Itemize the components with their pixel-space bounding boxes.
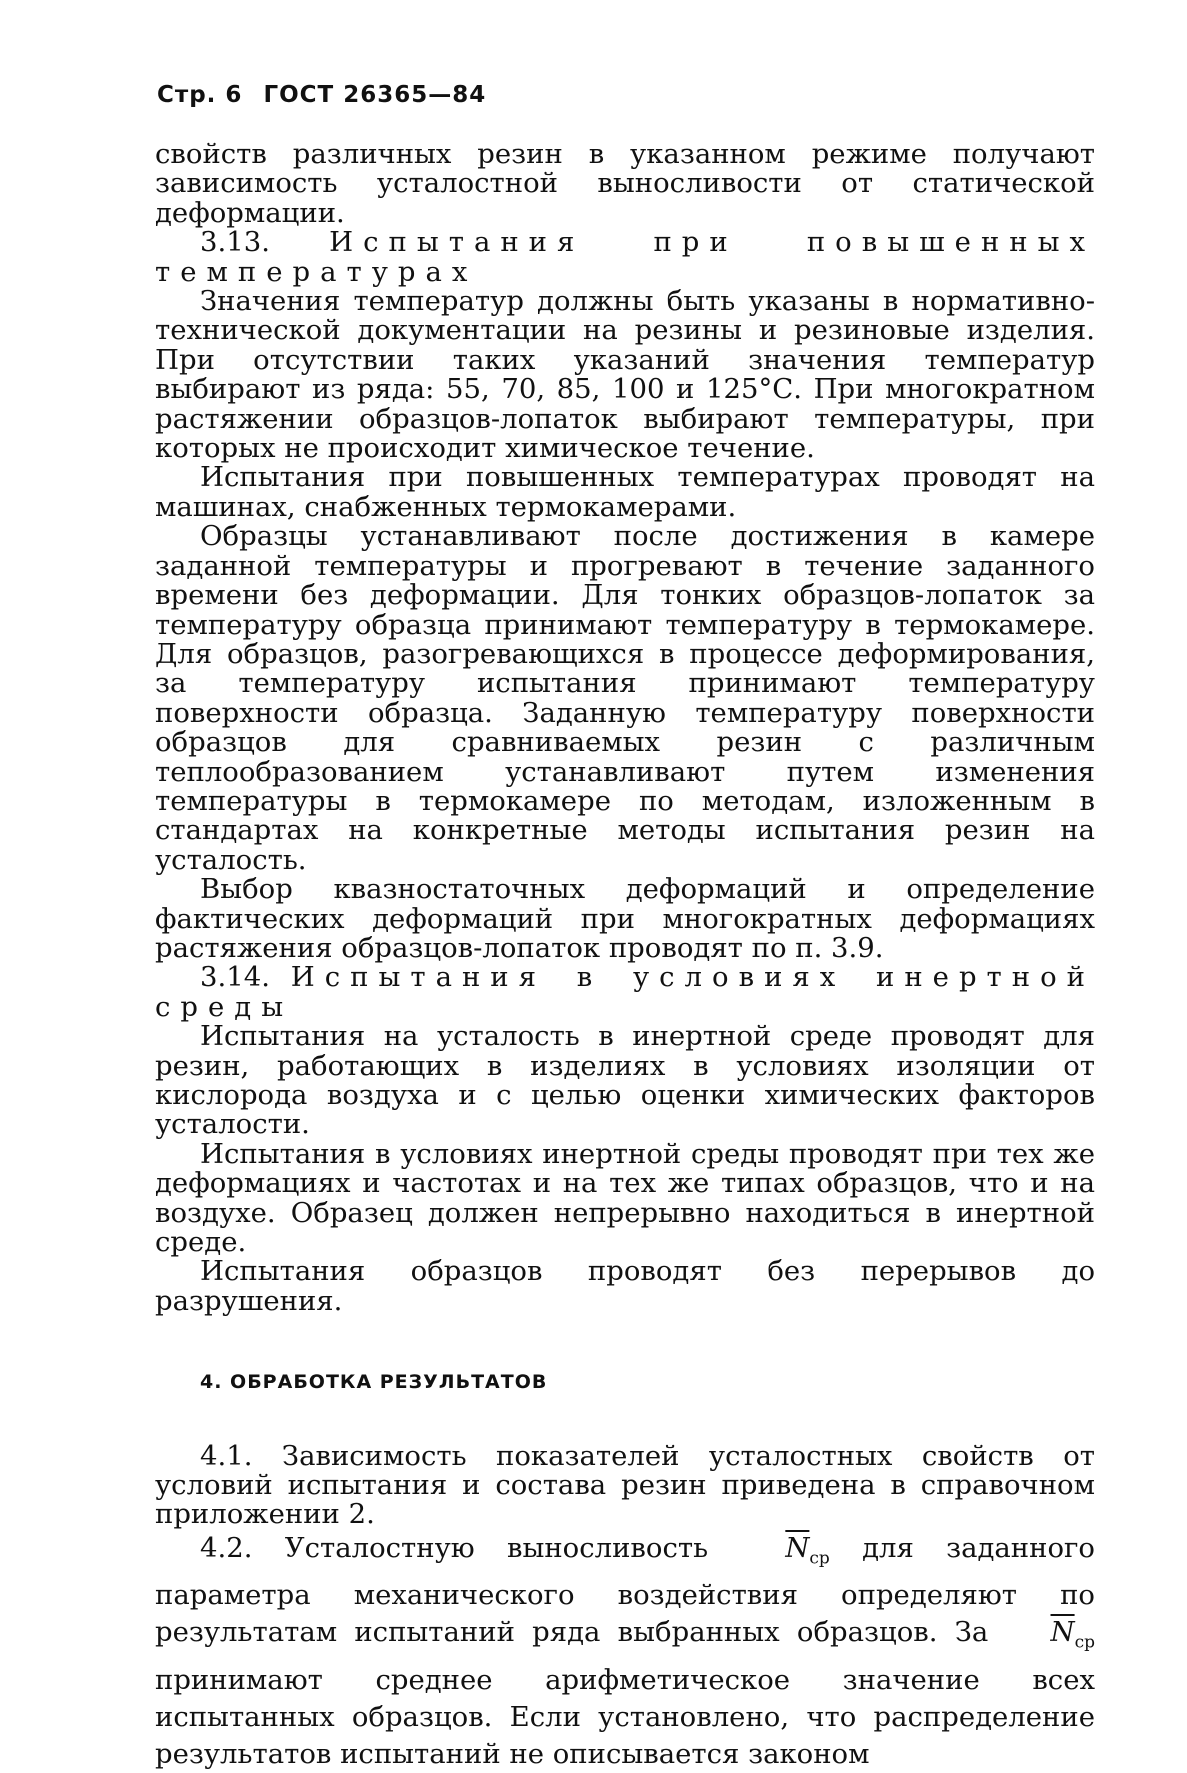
paragraph: Испытания при повышенных температурах проводят на машинах, снабженных термокамерами. xyxy=(155,461,1095,523)
paragraph: Значения температур должны быть указаны в нормативно-технической документации на резины и резиновые изделия. При отсутствии таких указаний значения температур выбирают из ряда: 55, 70, 85, 100 и 125°С. При многократном растяжении образцов-лопаток выбирают температуры, при которых не происходит химическое течение. xyxy=(155,285,1095,465)
clause-3-14-heading xyxy=(155,963,1095,1022)
paragraph: Испытания в условиях инертной среды проводят при тех же деформациях и частотах и на тех же типах образцов, что и на воздухе. Образец должен непрерывно находиться в инертной среде. xyxy=(155,1137,1095,1259)
clause-title: Испытания при повышенных температурах xyxy=(155,226,1096,288)
paragraph: Испытания на усталость в инертной среде проводят для резин, работающих в изделиях в условиях изоляции от кислорода воздуха и с целью оценки химических факторов усталости. xyxy=(155,1020,1095,1141)
page-number: Стр. 6 xyxy=(157,82,243,108)
n-cp-symbol: $\overline{N}_{ср}$ xyxy=(1050,1616,1095,1653)
clause-number: 3.14. xyxy=(200,961,270,994)
paragraph: Образцы устанавливают после достижения в камере заданной температуры и прогревают в течение заданного времени без деформации. Для тонких образцов-лопаток за температуру образца принимают температуру в термокамере. Для образцов, разогревающихся в процессе деформирования, за температуру испытания принимают температуру поверхности образца. Заданную температуру поверхности образцов для сравниваемых резин с различным теплообразованием устанавливают путем изменения температуры в термокамере по методам, изложенным в стандартах на конкретные методы испытания резин на усталость. xyxy=(155,520,1095,876)
clause-title: Испытания в условиях инертной среды xyxy=(155,961,1095,1023)
page-header xyxy=(157,82,498,108)
clause-number: 3.13. xyxy=(200,226,270,259)
paragraph: 4.2. Усталостную выносливость $\overline{N}_{ср}$ для заданного параметра механического воздействия определяют по результатам испытаний ряда выбранных образцов. За $\overline{N}_{ср}$ принимают среднее арифметическое значение всех испытанных образцов. Если установлено, что распределение результатов испытаний не описывается законом xyxy=(155,1531,1095,1770)
document-body xyxy=(155,140,1095,1773)
clause-3-13-heading xyxy=(155,228,1095,287)
paragraph: Испытания образцов проводят без перерывов до разрушения. xyxy=(155,1255,1095,1317)
paragraph-continuation: свойств различных резин в указанном режиме получают зависимость усталостной выносливости от статической деформации. xyxy=(155,138,1095,229)
paragraph: 4.1. Зависимость показателей усталостных свойств от условий испытания и состава резин приведена в справочном приложении 2. xyxy=(155,1439,1095,1531)
standard-id: ГОСТ 26365—84 xyxy=(263,82,487,108)
n-cp-symbol: $\overline{N}_{ср}$ xyxy=(785,1531,830,1569)
paragraph: Выбор квазностаточных деформаций и определение фактических деформаций при многократных деформациях растяжения образцов-лопаток проводят по п. 3.9. xyxy=(155,873,1095,964)
clause-4-2 xyxy=(155,1530,1095,1773)
section-heading: 4. ОБРАБОТКА РЕЗУЛЬТАТОВ xyxy=(200,1371,548,1394)
